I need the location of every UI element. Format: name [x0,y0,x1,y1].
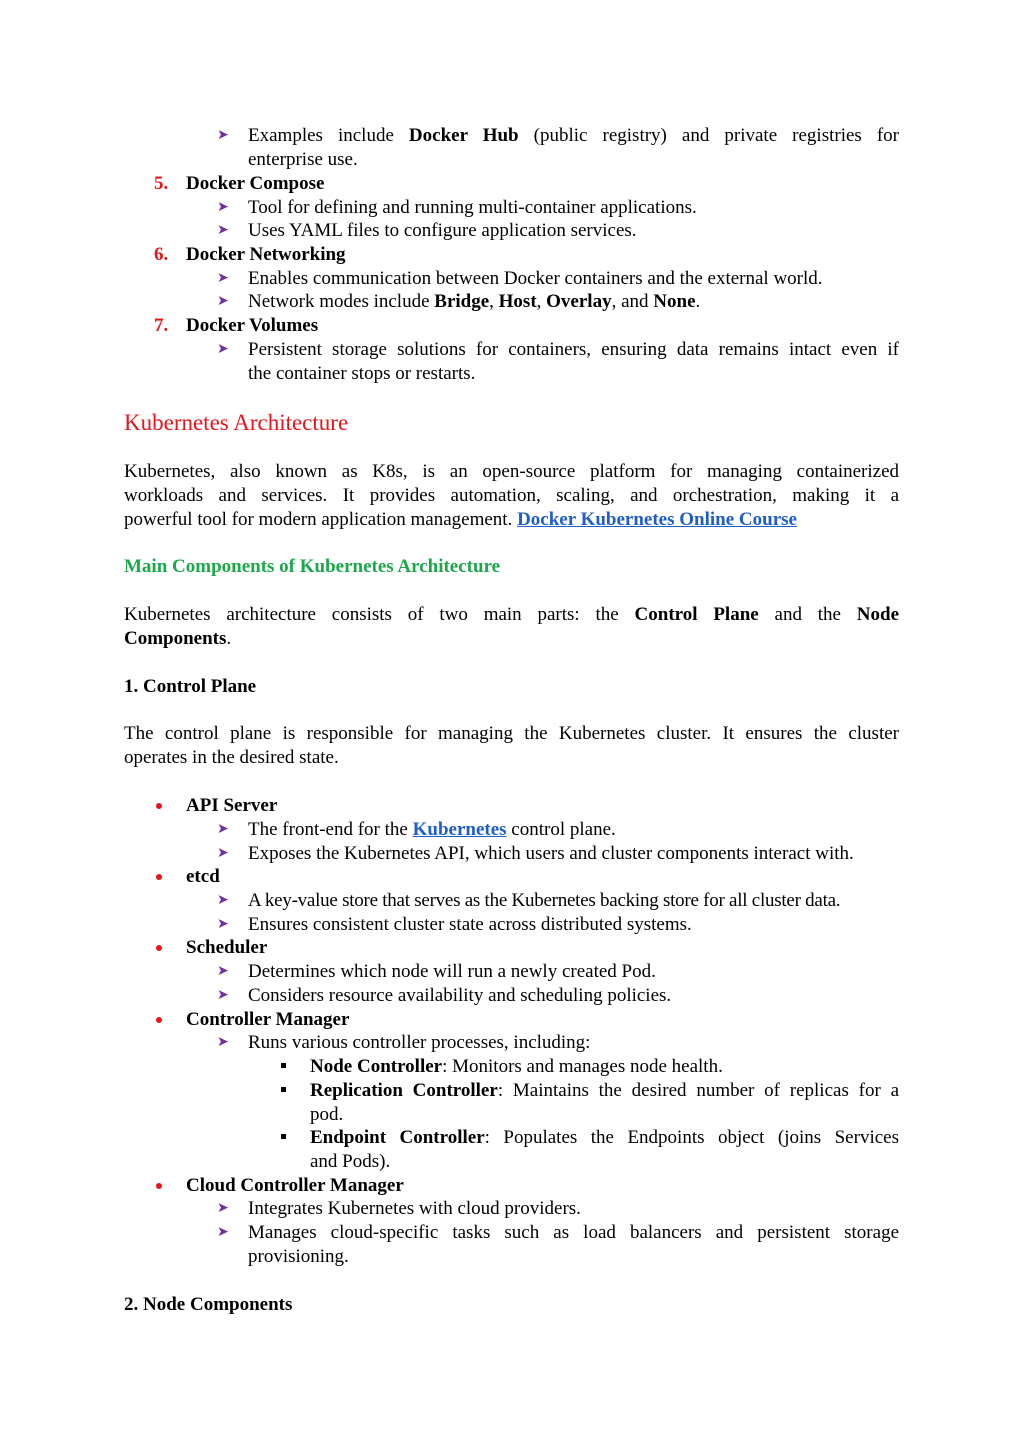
bullet-text-cont: the container stops or restarts. [248,363,476,384]
square-bullet-icon [281,1087,286,1092]
arrow-bullet-icon: ➤ [217,342,229,357]
bullet-text: The front-end for the Kubernetes control plane. [248,819,616,840]
component-title: Controller Manager [186,1009,350,1030]
component-title: Scheduler [186,937,268,958]
bullet-text: Integrates Kubernetes with cloud providers. [248,1198,581,1219]
sub-bullet-text-cont: and Pods). [310,1151,391,1172]
network-modes-text: Network modes include Bridge, Host, Overlay, and None. [248,291,701,312]
registry-bullet: Examples include Docker Hub (public registry) and private registries for [248,125,899,146]
bullet-text: Exposes the Kubernetes API, which users and cluster components interact with. [248,843,854,864]
control-plane-desc-cont: operates in the desired state. [124,747,339,768]
bullet-text: Persistent storage solutions for containers, ensuring data remains intact even if [248,339,899,360]
arrow-bullet-icon: ➤ [217,846,229,861]
parts-line-cont: Components. [124,628,232,649]
arrow-bullet-icon: ➤ [217,1035,229,1050]
component-title: Cloud Controller Manager [186,1175,404,1196]
arrow-bullet-icon: ➤ [217,128,229,143]
list-number: 6. [154,244,169,265]
sub-bullet-text: Endpoint Controller: Populates the Endpoints object (joins Services [310,1127,899,1148]
sub-bullet-text: Node Controller: Monitors and manages node health. [310,1056,723,1077]
bullet-dot-icon [156,1017,162,1023]
list-item-title: Docker Volumes [186,315,319,336]
bullet-dot-icon [156,945,162,951]
bullet-text: Manages cloud-specific tasks such as load balancers and persistent storage [248,1222,899,1243]
bullet-dot-icon [156,1183,162,1189]
control-plane-desc: The control plane is responsible for managing the Kubernetes cluster. It ensures the cluster [124,723,899,744]
bullet-text: Enables communication between Docker containers and the external world. [248,268,823,289]
bullet-dot-icon [156,874,162,880]
sub-bullet-text-cont: pod. [310,1104,344,1125]
intro-line: powerful tool for modern application management. Docker Kubernetes Online Course [124,509,797,530]
bullet-dot-icon [156,803,162,809]
square-bullet-icon [281,1063,286,1068]
arrow-bullet-icon: ➤ [217,294,229,309]
arrow-bullet-icon: ➤ [217,223,229,238]
list-number: 7. [154,315,169,336]
list-number: 5. [154,173,169,194]
control-plane-heading: 1. Control Plane [124,676,257,697]
component-title: etcd [186,866,220,887]
registry-bullet-cont: enterprise use. [248,149,358,170]
list-item-title: Docker Compose [186,173,325,194]
subsection-heading: Main Components of Kubernetes Architecture [124,556,501,577]
arrow-bullet-icon: ➤ [217,822,229,837]
intro-line: Kubernetes, also known as K8s, is an open-source platform for managing containerized [124,461,899,482]
arrow-bullet-icon: ➤ [217,964,229,979]
section-heading: Kubernetes Architecture [124,410,349,435]
arrow-bullet-icon: ➤ [217,988,229,1003]
bullet-text: Runs various controller processes, including: [248,1032,591,1053]
arrow-bullet-icon: ➤ [217,271,229,286]
component-title: API Server [186,795,278,816]
arrow-bullet-icon: ➤ [217,1201,229,1216]
bullet-text: Uses YAML files to configure application services. [248,220,637,241]
bullet-text: Determines which node will run a newly created Pod. [248,961,656,982]
sub-bullet-text: Replication Controller: Maintains the desired number of replicas for a [310,1080,899,1101]
arrow-bullet-icon: ➤ [217,893,229,908]
bullet-text: Tool for defining and running multi-container applications. [248,197,697,218]
square-bullet-icon [281,1134,286,1139]
node-components-heading: 2. Node Components [124,1294,293,1315]
parts-line: Kubernetes architecture consists of two main parts: the Control Plane and the Node [124,604,900,625]
intro-line: workloads and services. It provides automation, scaling, and orchestration, making it a [124,485,899,506]
arrow-bullet-icon: ➤ [217,200,229,215]
bullet-text: Considers resource availability and scheduling policies. [248,985,672,1006]
bullet-text-cont: provisioning. [248,1246,349,1267]
arrow-bullet-icon: ➤ [217,1225,229,1240]
bullet-text: A key-value store that serves as the Kubernetes backing store for all cluster data. [248,890,841,911]
arrow-bullet-icon: ➤ [217,917,229,932]
list-item-title: Docker Networking [186,244,346,265]
course-link[interactable]: Docker Kubernetes Online Course [517,509,797,530]
kubernetes-link[interactable]: Kubernetes [412,819,507,840]
bullet-text: Ensures consistent cluster state across distributed systems. [248,914,692,935]
